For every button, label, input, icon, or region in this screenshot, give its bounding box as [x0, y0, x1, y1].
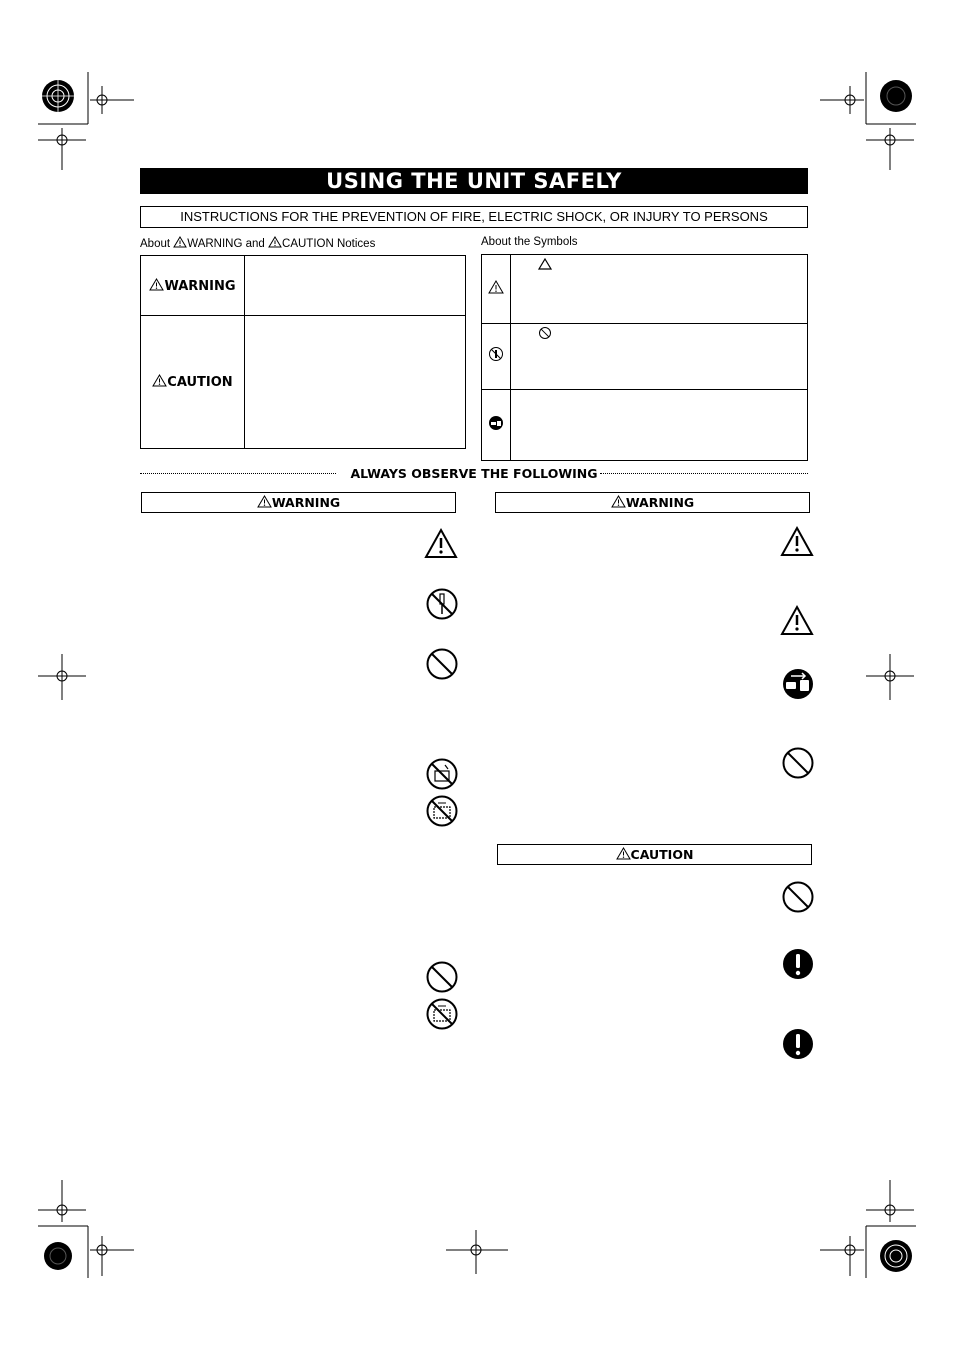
about-suffix: Notices [336, 238, 376, 250]
right-warning-label: WARNING [625, 495, 695, 510]
notice-label-cell [141, 316, 245, 449]
no-disassembly-icon [425, 587, 459, 621]
mandatory-exclamation-icon [781, 1027, 815, 1061]
registration-mark-top-right [816, 72, 916, 172]
right-caution-label: CAUTION [630, 847, 694, 862]
warning-triangle-icon [173, 236, 187, 248]
registration-mark-bottom-left [38, 1178, 138, 1278]
symbol-text-cell [511, 324, 808, 390]
about-and-word: and [245, 238, 265, 250]
notice-row-warning [141, 256, 466, 316]
notice-text-cell [245, 256, 466, 316]
always-observe-divider [140, 466, 808, 482]
symbol-text-cell [511, 390, 808, 461]
about-warning-word: WARNING [187, 238, 243, 250]
notice-label-caution: CAUTION [167, 375, 233, 390]
right-caution-header [497, 844, 812, 865]
warning-triangle-icon [152, 374, 167, 387]
symbol-row [482, 390, 808, 461]
right-warning-header [495, 492, 810, 513]
registration-mark-top-left [38, 72, 138, 172]
symbol-row [482, 324, 808, 390]
symbol-icon-cell [482, 324, 511, 390]
always-observe-heading: ALWAYS OBSERVE THE FOLLOWING [350, 466, 598, 481]
notice-label-cell [141, 256, 245, 316]
warning-triangle-icon [257, 495, 272, 508]
registration-mark-bottom-center [446, 1228, 510, 1278]
divider-dots-left [140, 473, 336, 474]
warning-triangle-icon [611, 495, 626, 508]
symbols-table [481, 254, 808, 461]
page-title: USING THE UNIT SAFELY [140, 168, 808, 194]
warning-triangle-icon [424, 527, 458, 561]
symbol-icon-cell [482, 255, 511, 324]
no-water-icon [425, 794, 459, 828]
about-prefix: About [140, 238, 171, 250]
about-symbols-heading: About the Symbols [481, 236, 578, 248]
notice-row-caution [141, 316, 466, 449]
divider-dots-right [600, 473, 808, 474]
no-disassembly-icon [488, 346, 504, 362]
warning-triangle-icon [268, 236, 282, 248]
left-warning-header [141, 492, 456, 513]
mandatory-exclamation-icon [781, 947, 815, 981]
warning-triangle-icon [149, 278, 164, 291]
warning-triangle-icon [488, 280, 504, 294]
warning-triangle-icon [780, 604, 814, 638]
prohibition-icon [425, 960, 459, 994]
notice-text-cell [245, 316, 466, 449]
left-warning-label: WARNING [271, 495, 341, 510]
prohibition-icon [781, 880, 815, 914]
warning-triangle-icon [616, 847, 631, 860]
registration-mark-mid-left [38, 652, 88, 702]
symbol-text-cell [511, 255, 808, 324]
triangle-outline-icon [538, 258, 552, 270]
about-caution-word: CAUTION [282, 238, 334, 250]
prohibition-icon [425, 647, 459, 681]
about-notices-heading [140, 236, 375, 250]
symbol-row [482, 255, 808, 324]
prohibition-circle-icon [538, 326, 552, 340]
unplug-icon [488, 415, 504, 431]
no-liquid-icon [425, 757, 459, 791]
no-water-icon [425, 997, 459, 1031]
registration-mark-bottom-right [816, 1178, 916, 1278]
page-subtitle: INSTRUCTIONS FOR THE PREVENTION OF FIRE, ELECTRIC SHOCK, OR INJURY TO PERSONS [140, 206, 808, 228]
prohibition-icon [781, 746, 815, 780]
unplug-icon [781, 667, 815, 701]
warning-triangle-icon [780, 525, 814, 559]
registration-mark-mid-right [866, 652, 916, 702]
notices-table [140, 255, 466, 449]
notice-label-warning: WARNING [164, 278, 236, 294]
symbol-icon-cell [482, 390, 511, 461]
